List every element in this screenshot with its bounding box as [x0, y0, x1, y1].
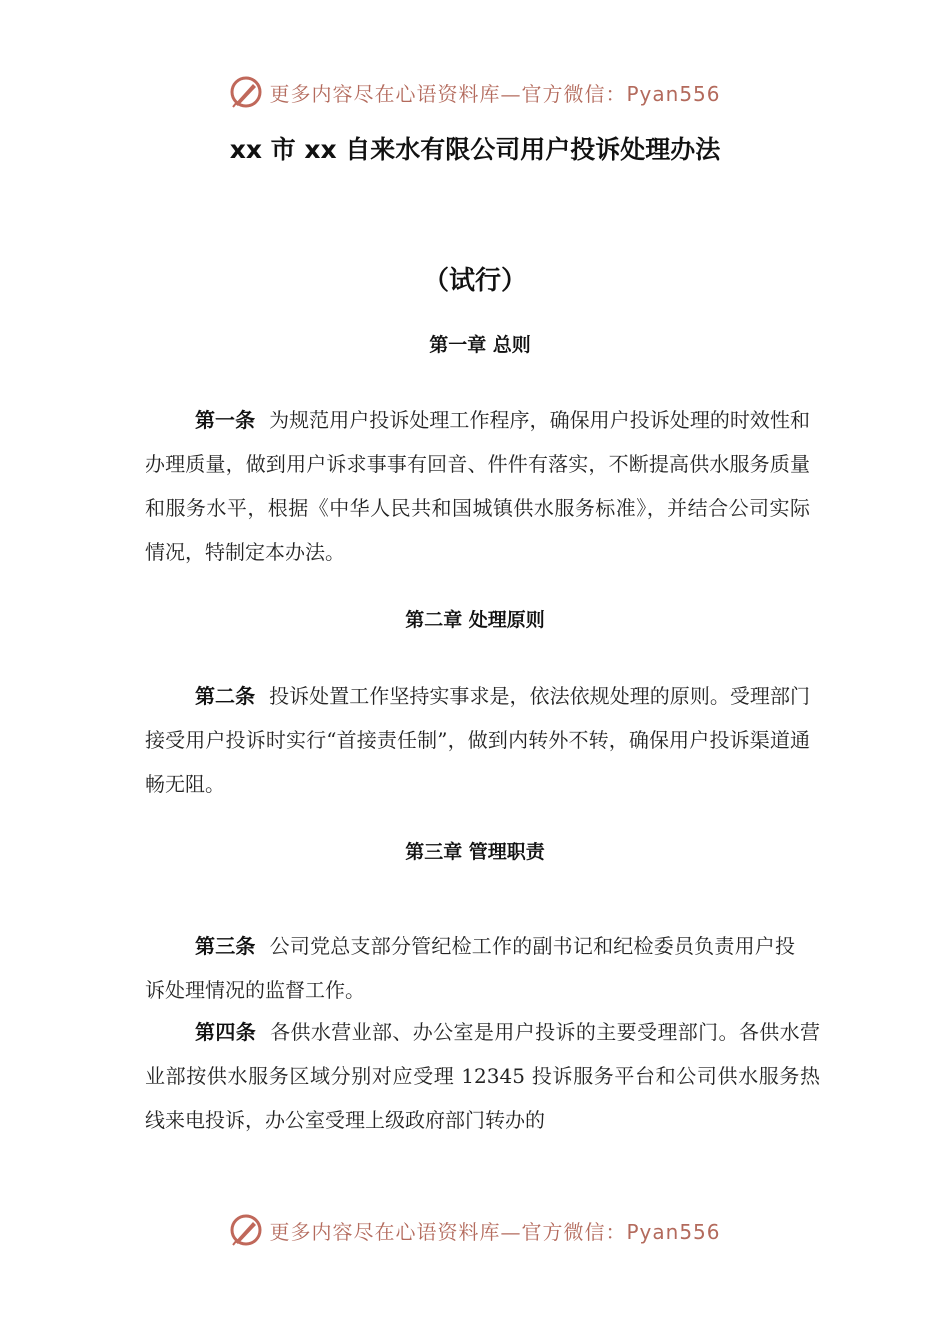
- watermark-header: [0, 72, 950, 112]
- article-paragraph: [145, 1010, 820, 1142]
- document-subtitle: （试行）: [422, 266, 527, 296]
- article-label: 第四条: [195, 1020, 257, 1044]
- document-title: xx 市 xx 自来水有限公司用户投诉处理办法: [229, 135, 721, 164]
- watermark-footer: [0, 1210, 950, 1250]
- watermark-text: 更多内容尽在心语资料库—官方微信：Pyan556: [269, 1219, 721, 1244]
- article-paragraph: [145, 398, 810, 574]
- article-label: 第一条: [195, 408, 256, 432]
- watermark-text: 更多内容尽在心语资料库—官方微信：Pyan556: [269, 81, 721, 106]
- article-paragraph: [145, 924, 795, 1012]
- article-text: 各供水营业部、办公室是用户投诉的主要受理部门。各供水营业部按供水服务区域分别对应受理 12345 投诉服务平台和公司供水服务热线来电投诉，办公室受理上级政府部门转办的: [145, 1020, 821, 1132]
- article-text: 公司党总支部分管纪检工作的副书记和纪检委员负责用户投诉处理情况的监督工作。: [145, 934, 796, 1002]
- pen-logo-icon: [229, 75, 263, 109]
- article-label: 第三条: [195, 934, 256, 958]
- chapter-heading: 第三章 管理职责: [405, 841, 545, 863]
- chapter-heading: 第二章 处理原则: [405, 609, 545, 631]
- article-paragraph: [145, 674, 810, 806]
- article-text: 为规范用户投诉处理工作程序，确保用户投诉处理的时效性和办理质量，做到用户诉求事事有回音、件件有落实，不断提高供水服务质量和服务水平，根据《中华人民共和国城镇供水服务标准》，并结合公司实际情况，特制定本办法。: [145, 408, 811, 564]
- article-label: 第二条: [195, 684, 256, 708]
- pen-logo-icon: [229, 1213, 263, 1247]
- chapter-heading: 第一章 总则: [429, 334, 531, 356]
- article-text: 投诉处置工作坚持实事求是，依法依规处理的原则。受理部门接受用户投诉时实行“首接责任制”，做到内转外不转，确保用户投诉渠道通畅无阻。: [145, 684, 811, 796]
